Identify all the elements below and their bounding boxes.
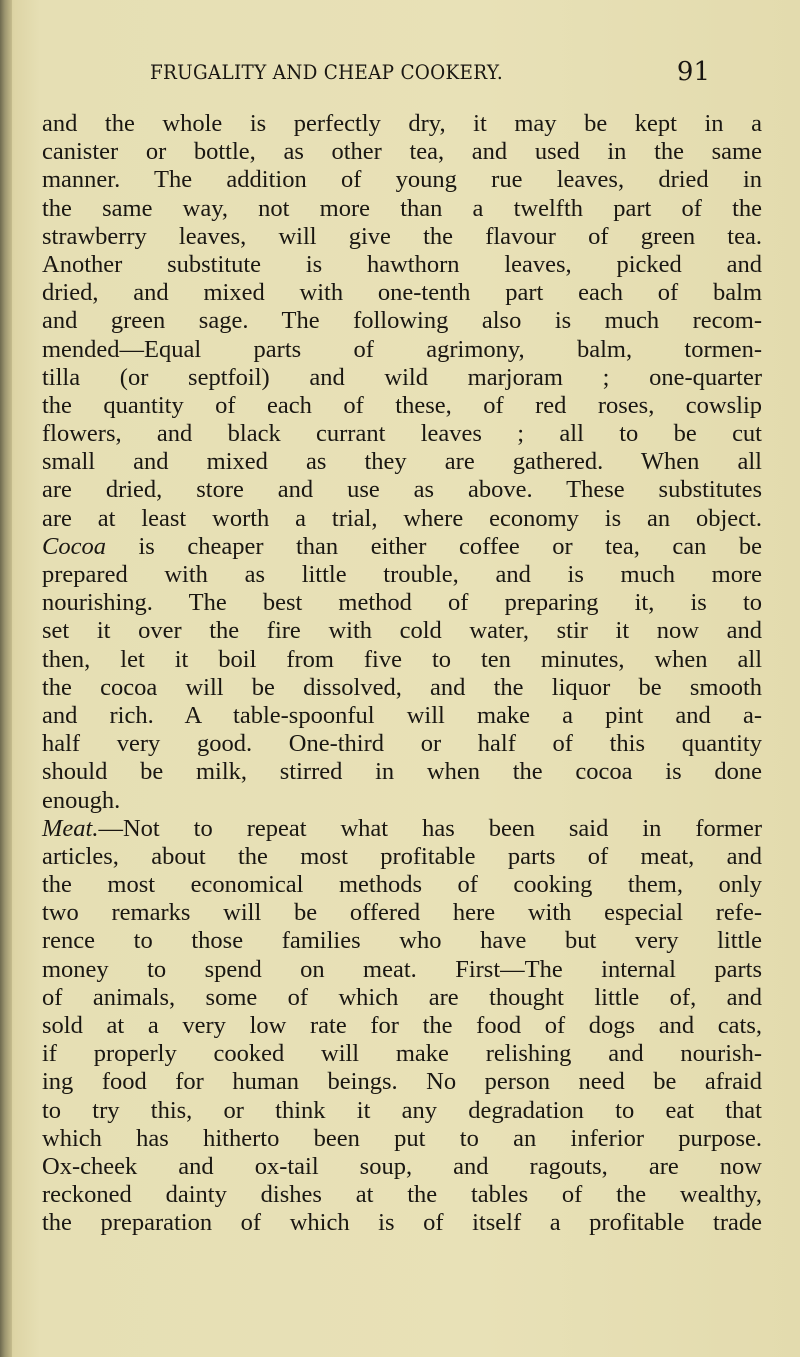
line-text: the cocoa will be dissolved, and the liquor be smooth xyxy=(42,673,762,701)
text-line xyxy=(42,984,762,1012)
text-line xyxy=(42,307,762,335)
text-line xyxy=(42,1125,762,1153)
line-text: are at least worth a trial, where economy is an object. xyxy=(42,504,762,532)
text-line xyxy=(42,392,762,420)
text-line xyxy=(42,1181,762,1209)
line-text: the quantity of each of these, of red roses, cowslip xyxy=(42,391,762,419)
line-text: enough. xyxy=(42,786,121,814)
body-text xyxy=(42,110,762,1238)
text-line xyxy=(42,589,762,617)
line-text: the same way, not more than a twelfth part of the xyxy=(42,194,762,222)
text-line xyxy=(42,730,762,758)
line-text: two remarks will be offered here with especial refe- xyxy=(42,899,762,927)
line-text: set it over the fire with cold water, stir it now and xyxy=(42,617,762,645)
text-line xyxy=(42,674,762,702)
line-text: articles, about the most profitable parts of meat, and xyxy=(42,842,762,870)
text-line xyxy=(42,138,762,166)
page-spine-shadow xyxy=(0,0,12,1357)
line-text: should be milk, stirred in when the cocoa is done xyxy=(42,758,762,786)
line-text: tilla (or septfoil) and wild marjoram ; one-quarter xyxy=(42,363,762,391)
text-line xyxy=(42,223,762,251)
line-text: then, let it boil from five to ten minutes, when all xyxy=(42,645,762,673)
line-text: ing food for human beings. No person need be afraid xyxy=(42,1068,762,1096)
text-line xyxy=(42,787,762,815)
text-line xyxy=(42,505,762,533)
running-title: FRUGALITY AND CHEAP COOKERY. xyxy=(150,60,504,84)
text-line xyxy=(42,195,762,223)
line-text: reckoned dainty dishes at the tables of the wealthy, xyxy=(42,1181,762,1209)
text-line xyxy=(42,956,762,984)
paragraph-lead-word: Meat. xyxy=(42,814,99,842)
line-text: sold at a very low rate for the food of dogs and cats, xyxy=(42,1012,762,1039)
text-line xyxy=(42,843,762,871)
text-line xyxy=(42,1097,762,1125)
line-text: Ox-cheek and ox-tail soup, and ragouts, are now xyxy=(42,1152,762,1180)
line-text: dried, and mixed with one-tenth part each of balm xyxy=(42,279,762,307)
text-line xyxy=(42,251,762,279)
text-line xyxy=(42,110,762,138)
paragraph-lead-word: Cocoa xyxy=(42,532,106,560)
line-text: nourishing. The best method of preparing it, is to xyxy=(42,589,762,617)
text-line xyxy=(42,899,762,927)
line-text: manner. The addition of young rue leaves, dried in xyxy=(42,166,762,194)
line-text: are dried, store and use as above. These substitutes xyxy=(42,476,762,504)
text-line xyxy=(42,758,762,786)
text-line xyxy=(42,617,762,645)
text-line xyxy=(42,533,762,561)
text-line xyxy=(42,1040,762,1068)
text-line xyxy=(42,1209,762,1237)
text-line xyxy=(42,1153,762,1181)
text-line xyxy=(42,702,762,730)
text-line xyxy=(42,166,762,194)
text-line xyxy=(42,420,762,448)
text-line xyxy=(42,1012,762,1040)
text-line xyxy=(42,871,762,899)
line-text: mended—Equal parts of agrimony, balm, tormen- xyxy=(42,335,762,363)
line-text: prepared with as little trouble, and is much more xyxy=(42,561,762,588)
line-text: the most economical methods of cooking them, only xyxy=(42,871,762,899)
text-line xyxy=(42,476,762,504)
page-number: 91 xyxy=(676,57,710,87)
text-line xyxy=(42,279,762,307)
line-text: —Not to repeat what has been said in former xyxy=(98,814,762,842)
text-line xyxy=(42,561,762,589)
text-line xyxy=(42,1068,762,1096)
text-line xyxy=(42,336,762,364)
line-text: and the whole is perfectly dry, it may be kept in a xyxy=(42,110,762,137)
line-text: Another substitute is hawthorn leaves, picked and xyxy=(42,250,762,278)
line-text: and green sage. The following also is much recom- xyxy=(42,307,762,335)
line-text: half very good. One-third or half of this quantity xyxy=(42,730,762,758)
line-text: of animals, some of which are thought little of, and xyxy=(42,983,762,1011)
line-text: to try this, or think it any degradation to eat that xyxy=(42,1096,762,1124)
line-text: is cheaper than either coffee or tea, can be xyxy=(105,532,762,560)
line-text: which has hitherto been put to an inferior purpose. xyxy=(42,1124,762,1152)
line-text: the preparation of which is of itself a profitable trade xyxy=(42,1209,762,1237)
line-text: small and mixed as they are gathered. When all xyxy=(42,448,762,476)
line-text: strawberry leaves, will give the flavour of green tea. xyxy=(42,222,762,250)
text-line xyxy=(42,448,762,476)
running-head xyxy=(150,57,710,92)
text-line xyxy=(42,646,762,674)
line-text: and rich. A table-spoonful will make a pint and a- xyxy=(42,701,762,729)
line-text: canister or bottle, as other tea, and used in the same xyxy=(42,138,762,166)
text-line xyxy=(42,364,762,392)
line-text: flowers, and black currant leaves ; all to be cut xyxy=(42,420,762,448)
text-line xyxy=(42,815,762,843)
line-text: rence to those families who have but very little xyxy=(42,927,762,955)
line-text: if properly cooked will make relishing and nourish- xyxy=(42,1040,762,1068)
line-text: money to spend on meat. First—The internal parts xyxy=(42,955,762,983)
text-line xyxy=(42,927,762,955)
